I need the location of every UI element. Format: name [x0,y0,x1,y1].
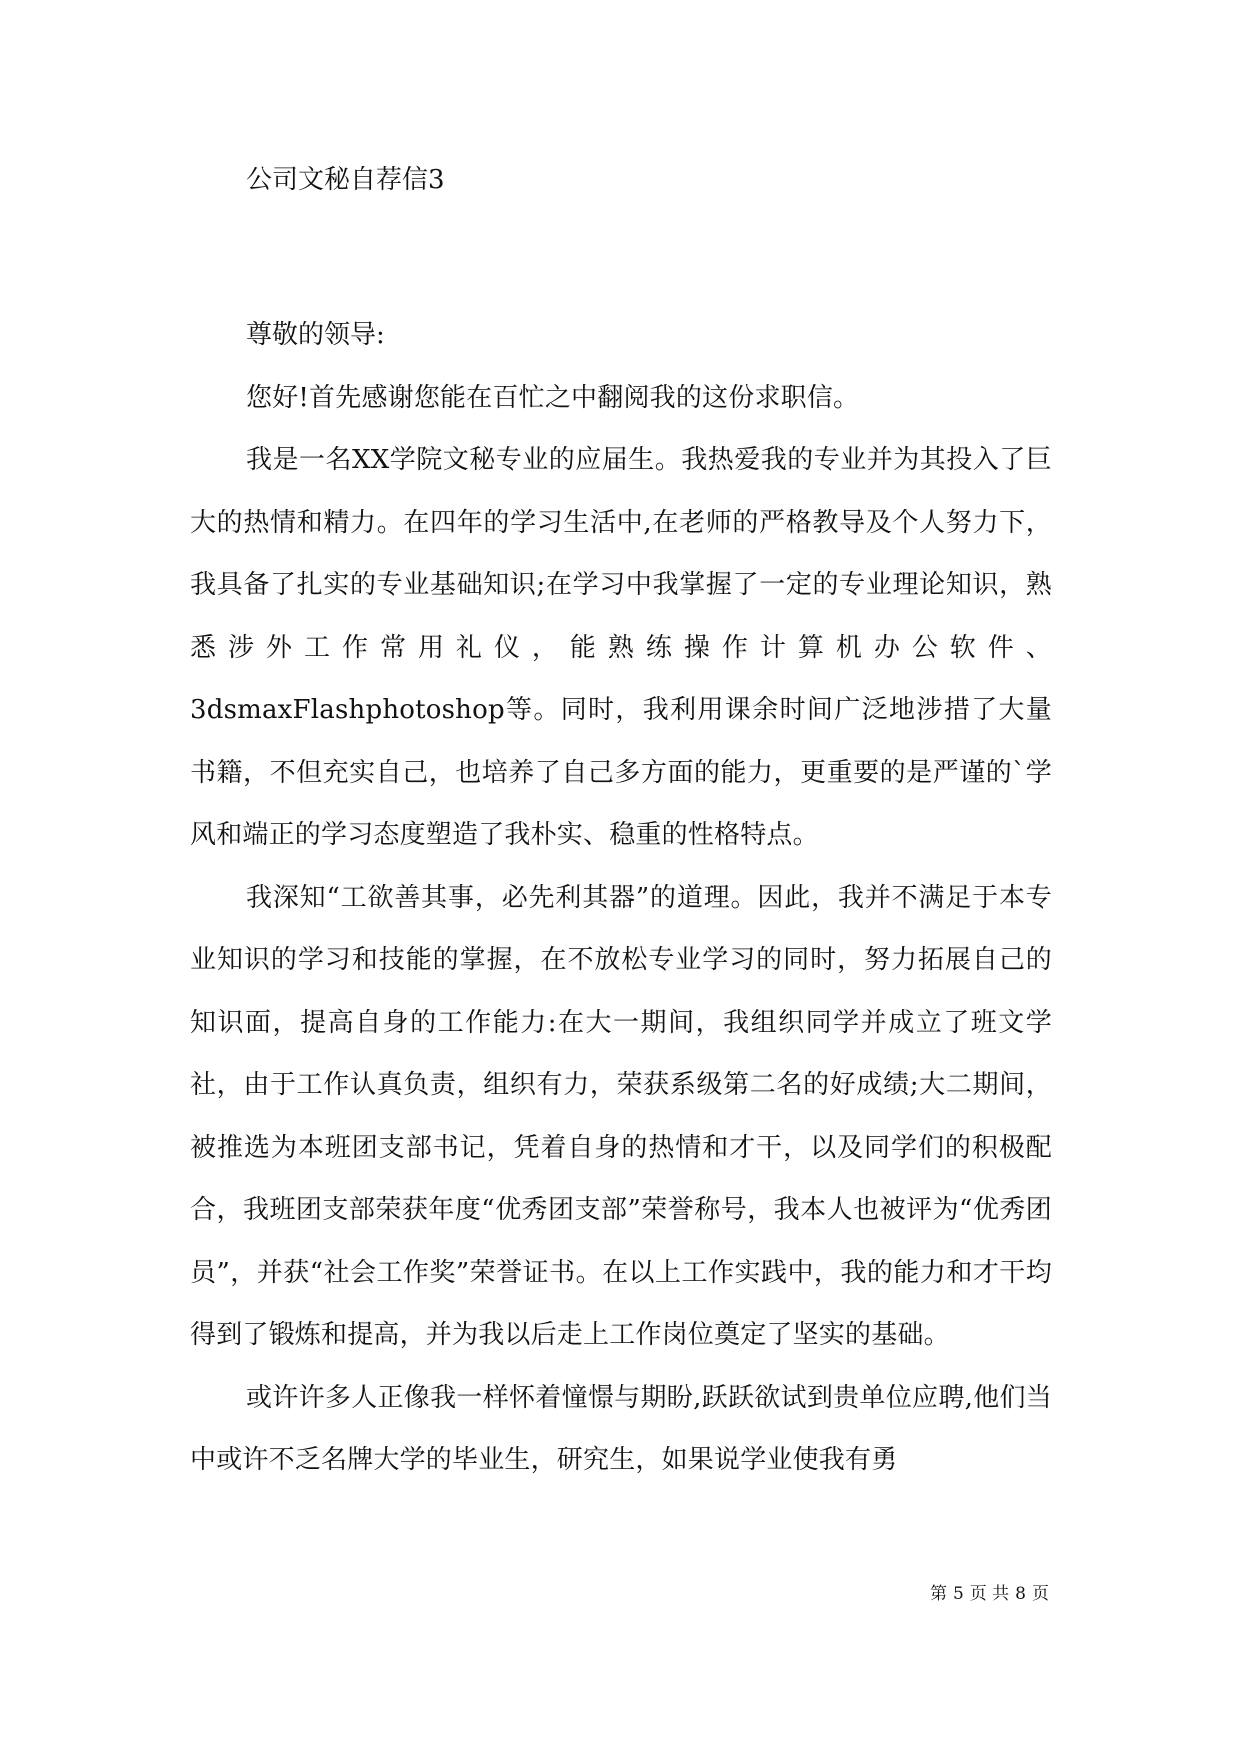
paragraph-introduction: 我是一名XX学院文秘专业的应届生。我热爱我的专业并为其投入了巨大的热情和精力。在四年的学习生活中,在老师的严格教导及个人努力下，我具备了扎实的专业基础知识;在学习中我掌握了一定的专业理论知识，熟悉涉外工作常用礼仪，能熟练操作计算机办公软件、3dsmaxFlashphotoshop等。同时，我利用课余时间广泛地涉措了大量书籍，不但充实自己，也培养了自己多方面的能力，更重要的是严谨的`学风和端正的学习态度塑造了我朴实、稳重的性格特点。 [190,445,1052,850]
salutation: 尊敬的领导: [246,320,385,350]
document-title: 公司文秘自荐信3 [246,165,445,195]
paragraph-experience: 我深知“工欲善其事，必先利其器”的道理。因此，我并不满足于本专业知识的学习和技能的掌握，在不放松专业学习的同时，努力拓展自己的知识面，提高自身的工作能力:在大一期间，我组织同学并成立了班文学社，由于工作认真负责，组织有力，荣获系级第二名的好成绩;大二期间，被推选为本班团支部书记，凭着自身的热情和才干，以及同学们的积极配合，我班团支部荣获年度“优秀团支部”荣誉称号，我本人也被评为“优秀团员”，并获“社会工作奖”荣誉证书。在以上工作实践中，我的能力和才干均得到了锻炼和提高，并为我以后走上工作岗位奠定了坚实的基础。 [190,882,1052,1350]
page-label-prefix: 第 [929,1584,947,1604]
paragraph-greeting: 您好!首先感谢您能在百忙之中翻阅我的这份求职信。 [246,382,860,413]
page-footer [0,1582,1052,1606]
total-page-count: 8 [1015,1584,1026,1604]
document-body [190,160,1052,1492]
page-label-suffix: 页 [1032,1584,1049,1604]
title-spacer [190,200,1052,304]
page-label-mid: 页 共 [969,1584,1010,1604]
paragraph-competition: 或许许多人正像我一样怀着憧憬与期盼,跃跃欲试到贵单位应聘,他们当中或许不乏名牌大学的毕业生，研究生，如果说学业使我有勇 [190,1382,1052,1475]
current-page-number: 5 [952,1584,964,1604]
